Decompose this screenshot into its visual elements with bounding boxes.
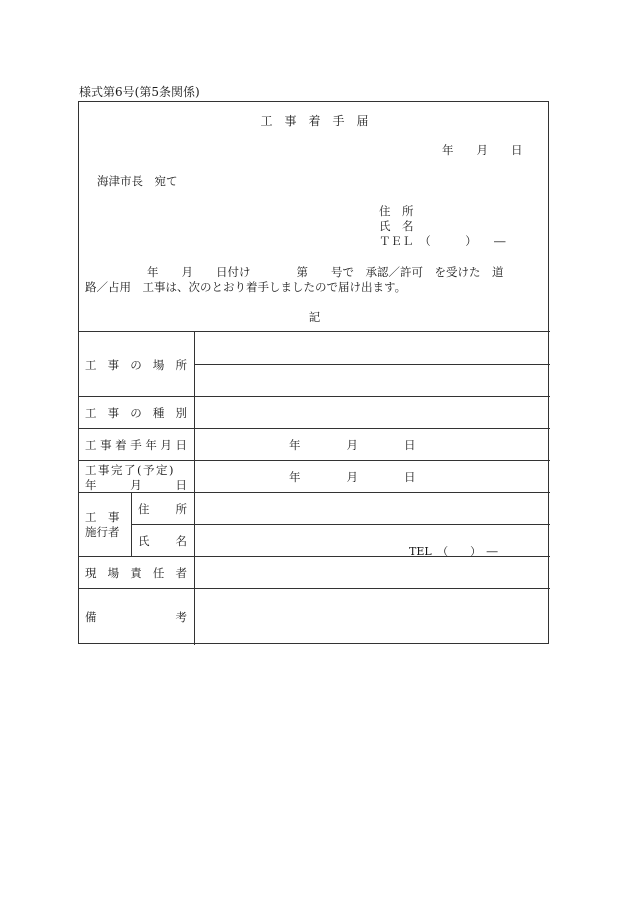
- body-text-line2: 路／占用 工事は、次のとおり着手しましたので届け出ます。: [85, 280, 407, 294]
- end-date-label-line2: 年 月 日: [85, 478, 187, 492]
- site-manager-field[interactable]: [195, 557, 549, 588]
- addressee: 海津市長 宛て: [97, 174, 178, 188]
- contractor-address-field[interactable]: [195, 493, 549, 524]
- contractor-name-label: 氏 名: [138, 534, 187, 548]
- location-field-1[interactable]: [195, 332, 549, 364]
- start-date-label: 工 事 着 手 年 月 日: [85, 438, 187, 452]
- submission-date: 年 月 日: [442, 143, 523, 157]
- applicant-tel-label: ＴＥＬ （ ） ―: [379, 234, 506, 248]
- location-field-2[interactable]: [195, 365, 549, 396]
- start-date-value[interactable]: 年 月 日: [289, 438, 416, 452]
- remarks-label: 備 考: [85, 610, 187, 624]
- body-text-line1: 年 月 日付け 第 号で 承認／許可 を受けた 道: [147, 265, 504, 279]
- contractor-label-line2: 施行者: [85, 525, 120, 539]
- contractor-label-line1: 工 事: [85, 510, 120, 524]
- location-label: 工 事 の 場 所: [85, 358, 187, 372]
- applicant-name-label: 氏 名: [379, 219, 414, 233]
- form-title: 工 事 着 手 届: [260, 114, 369, 128]
- notification-form: [78, 101, 549, 644]
- type-field[interactable]: [195, 397, 549, 428]
- site-manager-label: 現 場 責 任 者: [85, 566, 187, 580]
- end-date-value[interactable]: 年 月 日: [289, 470, 416, 484]
- form-number-label: 様式第6号(第5条関係): [79, 85, 200, 99]
- end-date-label-line1: 工事完了(予定): [85, 463, 175, 477]
- contractor-address-label: 住 所: [138, 502, 187, 516]
- remarks-field[interactable]: [195, 589, 549, 644]
- applicant-address-label: 住 所: [379, 204, 414, 218]
- ki-heading: 記: [308, 310, 321, 324]
- contractor-tel: TEL （ ） ―: [409, 545, 498, 558]
- type-label: 工 事 の 種 別: [85, 406, 187, 420]
